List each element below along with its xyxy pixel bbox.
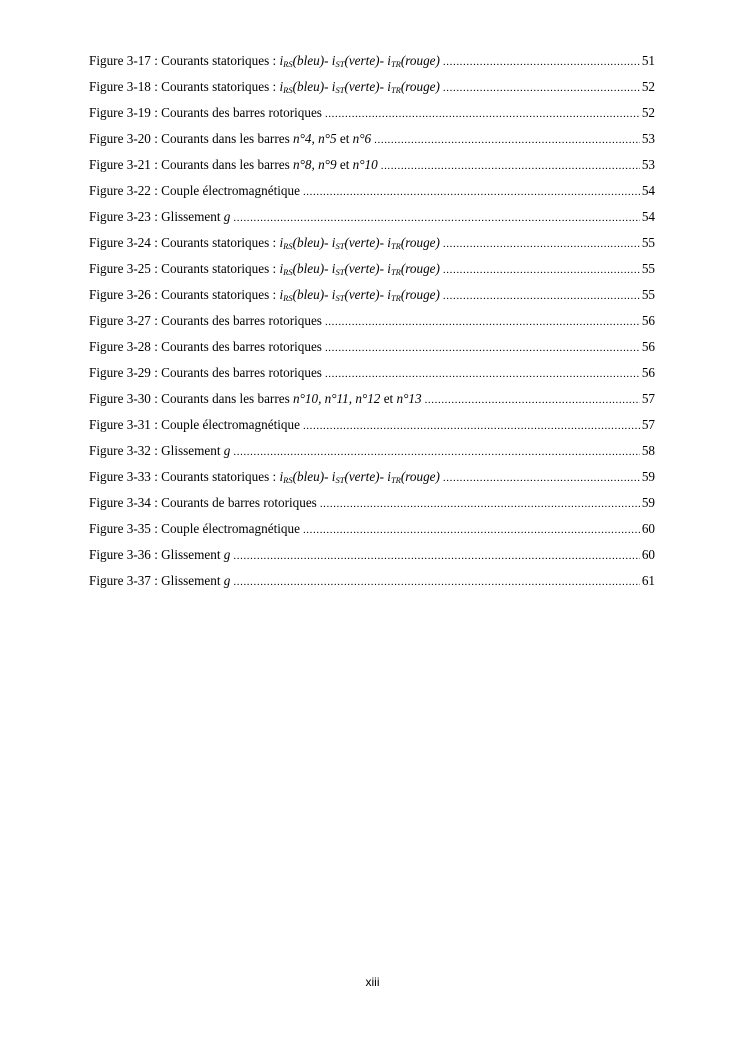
toc-entry[interactable] xyxy=(89,207,655,233)
toc-entry-title: Figure 3-21 : Courants dans les barres n°8, n°9 et n°10 xyxy=(89,157,378,172)
toc-entry-title: Figure 3-32 : Glissement g xyxy=(89,443,231,458)
toc-entry-page: 60 xyxy=(641,521,655,536)
toc-entry-page: 61 xyxy=(641,573,655,588)
toc-entry-title: Figure 3-35 : Couple électromagnétique xyxy=(89,521,300,536)
dot-leader xyxy=(443,78,640,98)
toc-entry-title: Figure 3-30 : Courants dans les barres n°10, n°11, n°12 et n°13 xyxy=(89,391,422,406)
toc-entry[interactable] xyxy=(89,233,655,259)
toc-entry[interactable] xyxy=(89,467,655,493)
list-of-figures xyxy=(89,51,655,597)
toc-entry-page: 54 xyxy=(641,183,655,198)
toc-entry-page: 56 xyxy=(641,339,655,354)
toc-entry-page: 59 xyxy=(641,495,655,510)
toc-entry-page: 57 xyxy=(641,391,655,406)
toc-entry[interactable] xyxy=(89,285,655,311)
stator-current-formula: $i_{RS}(bleu)-$ $i_{ST}(verte)-$ $i_{TR}(rouge)$ xyxy=(279,287,440,303)
glissement-symbol: g xyxy=(223,547,231,562)
dot-leader xyxy=(303,416,640,436)
toc-entry[interactable] xyxy=(89,77,655,103)
dot-leader xyxy=(233,208,639,228)
toc-entry-page: 52 xyxy=(641,105,655,120)
stator-current-formula: $i_{RS}(bleu)-$ $i_{ST}(verte)-$ $i_{TR}(rouge)$ xyxy=(279,53,440,69)
toc-entry[interactable] xyxy=(89,493,655,519)
dot-leader xyxy=(325,104,640,124)
bar-numbers: n°8, n°9 et n°10 xyxy=(293,157,378,172)
glissement-symbol: g xyxy=(223,573,231,588)
toc-entry-page: 57 xyxy=(641,417,655,432)
toc-entry-page: 55 xyxy=(641,287,655,302)
toc-entry[interactable] xyxy=(89,129,655,155)
toc-entry-page: 55 xyxy=(641,261,655,276)
toc-entry[interactable] xyxy=(89,311,655,337)
dot-leader xyxy=(325,364,640,384)
dot-leader xyxy=(443,468,640,488)
dot-leader xyxy=(443,286,640,306)
bar-numbers: n°4, n°5 et n°6 xyxy=(293,131,372,146)
toc-entry-title: Figure 3-22 : Couple électromagnétique xyxy=(89,183,300,198)
toc-entry[interactable] xyxy=(89,363,655,389)
toc-entry-page: 56 xyxy=(641,313,655,328)
toc-entry[interactable] xyxy=(89,103,655,129)
toc-entry-page: 53 xyxy=(641,157,655,172)
toc-entry-title: Figure 3-28 : Courants des barres rotoriques xyxy=(89,339,322,354)
toc-entry-page: 60 xyxy=(641,547,655,562)
stator-current-formula: $i_{RS}(bleu)-$ $i_{ST}(verte)-$ $i_{TR}(rouge)$ xyxy=(279,261,440,277)
stator-current-formula: $i_{RS}(bleu)-$ $i_{ST}(verte)-$ $i_{TR}(rouge)$ xyxy=(279,469,440,485)
dot-leader xyxy=(325,312,640,332)
glissement-symbol: g xyxy=(223,209,231,224)
toc-entry-title: Figure 3-29 : Courants des barres rotoriques xyxy=(89,365,322,380)
bar-numbers: n°10, n°11, n°12 et n°13 xyxy=(293,391,422,406)
toc-entry[interactable] xyxy=(89,51,655,77)
dot-leader xyxy=(233,546,639,566)
dot-leader xyxy=(374,130,640,150)
toc-entry-title: Figure 3-18 : Courants statoriques : $i_{RS}(bleu)-$ $i_{ST}(verte)-$ $i_{TR}(rouge)$ xyxy=(89,79,440,95)
stator-current-formula: $i_{RS}(bleu)-$ $i_{ST}(verte)-$ $i_{TR}(rouge)$ xyxy=(279,235,440,251)
toc-entry-page: 59 xyxy=(641,469,655,484)
toc-entry[interactable] xyxy=(89,181,655,207)
page-number: xiii xyxy=(365,975,380,989)
toc-entry-page: 53 xyxy=(641,131,655,146)
toc-entry[interactable] xyxy=(89,415,655,441)
toc-entry-title: Figure 3-20 : Courants dans les barres n°4, n°5 et n°6 xyxy=(89,131,372,146)
toc-entry-page: 51 xyxy=(641,53,655,68)
toc-entry-page: 55 xyxy=(641,235,655,250)
toc-entry-title: Figure 3-37 : Glissement g xyxy=(89,573,231,588)
toc-entry[interactable] xyxy=(89,545,655,571)
dot-leader xyxy=(325,338,640,358)
toc-entry-title: Figure 3-33 : Courants statoriques : $i_{RS}(bleu)-$ $i_{ST}(verte)-$ $i_{TR}(rouge)$ xyxy=(89,469,440,485)
toc-entry[interactable] xyxy=(89,441,655,467)
toc-entry-title: Figure 3-17 : Courants statoriques : $i_{RS}(bleu)-$ $i_{ST}(verte)-$ $i_{TR}(rouge)$ xyxy=(89,53,440,69)
toc-entry-page: 58 xyxy=(641,443,655,458)
dot-leader xyxy=(233,442,639,462)
toc-entry-page: 52 xyxy=(641,79,655,94)
toc-entry-title: Figure 3-25 : Courants statoriques : $i_{RS}(bleu)-$ $i_{ST}(verte)-$ $i_{TR}(rouge)$ xyxy=(89,261,440,277)
toc-entry-title: Figure 3-23 : Glissement g xyxy=(89,209,231,224)
toc-entry-title: Figure 3-31 : Couple électromagnétique xyxy=(89,417,300,432)
toc-entry[interactable] xyxy=(89,389,655,415)
glissement-symbol: g xyxy=(223,443,231,458)
dot-leader xyxy=(320,494,640,514)
toc-entry-title: Figure 3-26 : Courants statoriques : $i_{RS}(bleu)-$ $i_{ST}(verte)-$ $i_{TR}(rouge)$ xyxy=(89,287,440,303)
dot-leader xyxy=(303,520,640,540)
dot-leader xyxy=(381,156,640,176)
toc-entry-title: Figure 3-24 : Courants statoriques : $i_{RS}(bleu)-$ $i_{ST}(verte)-$ $i_{TR}(rouge)$ xyxy=(89,235,440,251)
dot-leader xyxy=(443,52,640,72)
dot-leader xyxy=(443,234,640,254)
toc-entry[interactable] xyxy=(89,259,655,285)
toc-entry-title: Figure 3-19 : Courants des barres rotoriques xyxy=(89,105,322,120)
toc-entry-page: 56 xyxy=(641,365,655,380)
toc-entry[interactable] xyxy=(89,337,655,363)
dot-leader xyxy=(233,572,639,592)
toc-entry-page: 54 xyxy=(641,209,655,224)
toc-entry-title: Figure 3-27 : Courants des barres rotoriques xyxy=(89,313,322,328)
toc-entry[interactable] xyxy=(89,571,655,597)
toc-entry-title: Figure 3-34 : Courants de barres rotoriques xyxy=(89,495,317,510)
dot-leader xyxy=(425,390,640,410)
stator-current-formula: $i_{RS}(bleu)-$ $i_{ST}(verte)-$ $i_{TR}(rouge)$ xyxy=(279,79,440,95)
dot-leader xyxy=(443,260,640,280)
dot-leader xyxy=(303,182,640,202)
toc-entry-title: Figure 3-36 : Glissement g xyxy=(89,547,231,562)
toc-entry[interactable] xyxy=(89,519,655,545)
toc-entry[interactable] xyxy=(89,155,655,181)
